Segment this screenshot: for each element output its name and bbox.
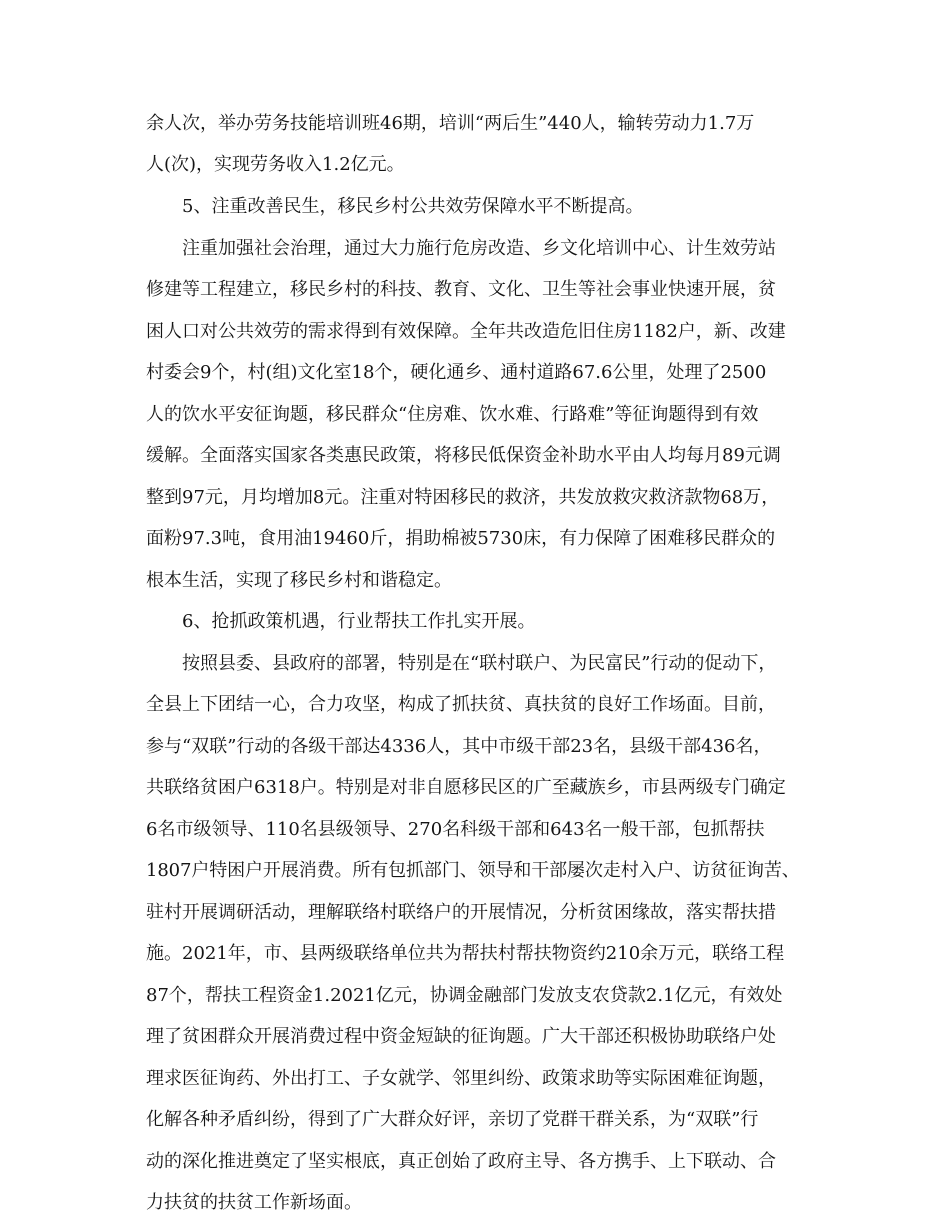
text-line-2: 人(次)，实现劳务收入1.2亿元。 xyxy=(146,154,405,175)
text-line-19: 1807户特困户开展消费。所有包抓部门、领导和干部屡次走村入户、访贫征询苦、 xyxy=(146,860,800,881)
text-line-5: 修建等工程建立，移民乡村的科技、教育、文化、卫生等社会事业快速开展，贫 xyxy=(146,279,776,300)
text-line-24: 理求医征询药、外出打工、子女就学、邻里纠纷、政策求助等实际困难征询题， xyxy=(146,1068,776,1089)
text-line-18: 6名市级领导、110名县级领导、270名科级干部和643名一般干部，包抓帮扶 xyxy=(146,819,765,840)
text-line-27: 力扶贫的扶贫工作新场面。 xyxy=(146,1192,362,1213)
text-line-11: 面粉97.3吨，食用油19460斤，捐助棉被5730床，有力保障了困难移民群众的 xyxy=(146,528,776,549)
text-line-12: 根本生活，实现了移民乡村和谐稳定。 xyxy=(146,570,452,591)
text-line-22: 87个，帮扶工程资金1.2021亿元，协调金融部门发放支农贷款2.1亿元，有效处 xyxy=(146,985,783,1006)
text-line-14: 按照县委、县政府的部署，特别是在“联村联户、为民富民”行动的促动下， xyxy=(182,653,777,674)
text-line-6: 困人口对公共效劳的需求得到有效保障。全年共改造危旧住房1182户，新、改建 xyxy=(146,321,786,342)
text-line-16: 参与“双联”行动的各级干部达4336人，其中市级干部23名，县级干部436名， xyxy=(146,736,772,757)
text-line-23: 理了贫困群众开展消费过程中资金短缺的征询题。广大干部还积极协助联络户处 xyxy=(146,1026,776,1047)
text-line-3: 5、注重改善民生，移民乡村公共效劳保障水平不断提高。 xyxy=(182,196,644,217)
text-line-4: 注重加强社会治理，通过大力施行危房改造、乡文化培训中心、计生效劳站 xyxy=(182,238,776,259)
text-line-21: 施。2021年，市、县两级联络单位共为帮扶村帮扶物资约210余万元，联络工程 xyxy=(146,943,785,964)
text-line-26: 动的深化推进奠定了坚实根底，真正创始了政府主导、各方携手、上下联动、合 xyxy=(146,1151,776,1172)
text-line-10: 整到97元，月均增加8元。注重对特困移民的救济，共发放救灾救济款物68万， xyxy=(146,487,780,508)
text-line-15: 全县上下团结一心，合力攻坚，构成了抓扶贫、真扶贫的良好工作场面。目前， xyxy=(146,694,776,715)
text-line-25: 化解各种矛盾纠纷，得到了广大群众好评，亲切了党群干群关系，为“双联”行 xyxy=(146,1109,759,1130)
text-line-20: 驻村开展调研活动，理解联络村联络户的开展情况，分析贫困缘故，落实帮扶措 xyxy=(146,902,776,923)
text-line-9: 缓解。全面落实国家各类惠民政策，将移民低保资金补助水平由人均每月89元调 xyxy=(146,445,781,466)
text-line-17: 共联络贫困户6318户。特别是对非自愿移民区的广至藏族乡，市县两级专门确定 xyxy=(146,777,786,798)
text-line-13: 6、抢抓政策机遇，行业帮扶工作扎实开展。 xyxy=(182,611,536,632)
text-line-7: 村委会9个，村(组)文化室18个，硬化通乡、通村道路67.6公里，处理了2500 xyxy=(146,362,767,383)
text-line-8: 人的饮水平安征询题，移民群众“住房难、饮水难、行路难”等征询题得到有效 xyxy=(146,404,759,425)
text-line-1: 余人次，举办劳务技能培训班46期，培训“两后生”440人，输转劳动力1.7万 xyxy=(146,113,755,134)
